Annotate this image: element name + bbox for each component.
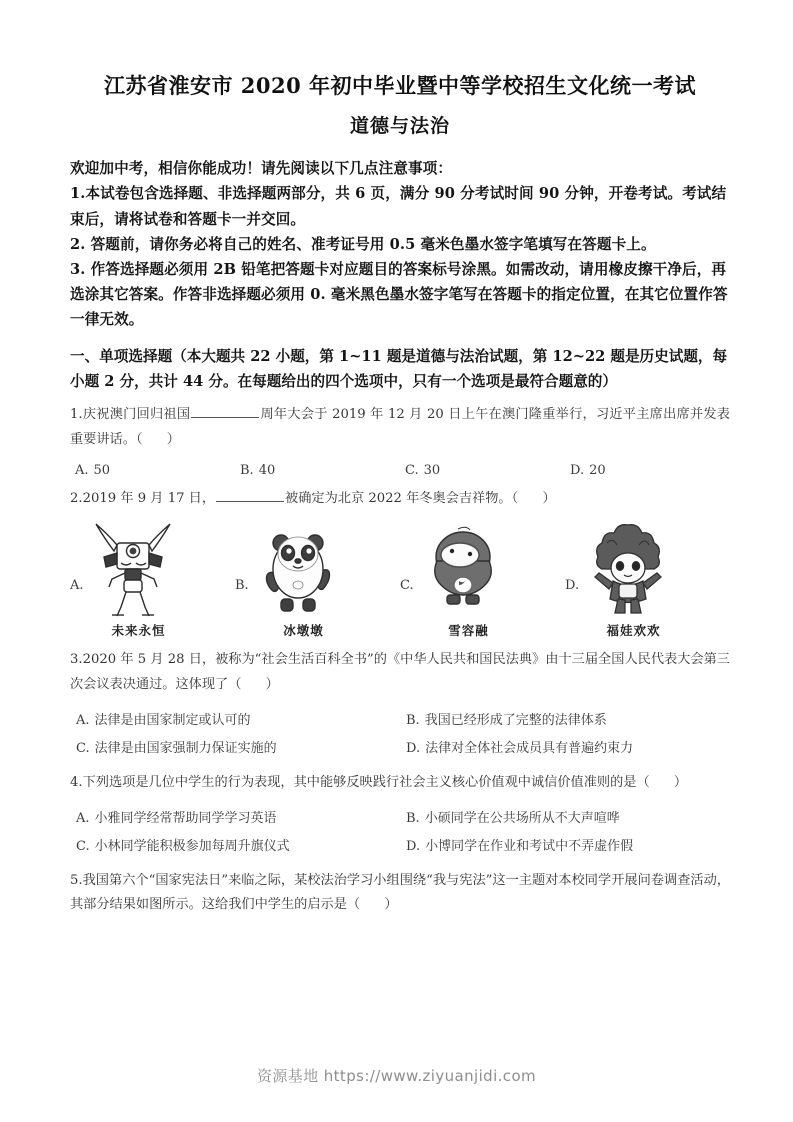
question-1-stem — [70, 403, 730, 452]
option-letter: C. — [400, 578, 414, 594]
option-2-b[interactable] — [235, 519, 400, 619]
question-1-stem-part1: 庆祝澳门回归祖国 — [82, 407, 191, 423]
question-2-options — [70, 519, 730, 619]
option-text: 30 — [423, 463, 441, 479]
page-subtitle: 道德与法治 — [349, 115, 450, 138]
question-5-answer-paren: ） — [384, 897, 398, 913]
option-letter: D. — [565, 578, 580, 594]
option-3-b[interactable] — [400, 707, 730, 734]
option-text: 法律是由国家强制力保证实施的 — [94, 740, 277, 756]
option-row — [70, 805, 730, 832]
mascot-caption-d: 福娃欢欢 — [606, 623, 661, 639]
option-letter: C. — [76, 838, 90, 854]
option-row — [70, 707, 730, 734]
page-title: 江苏省淮安市 2020 年初中毕业暨中等学校招生文化统一考试 — [103, 73, 697, 98]
mascot-shuey-rhon-rhon-icon — [420, 521, 506, 619]
option-letter: D. — [406, 740, 421, 756]
option-letter: C. — [76, 740, 90, 756]
option-text: 小博同学在作业和考试中不弄虚作假 — [425, 838, 634, 854]
mascot-caption-c: 雪容融 — [448, 623, 489, 639]
option-2-a[interactable] — [70, 519, 235, 619]
question-4-stem — [70, 771, 730, 795]
mascot-bing-dwen-dwen-icon — [255, 521, 341, 619]
option-text: 50 — [93, 463, 111, 479]
option-row — [70, 833, 730, 860]
instruction-item-2: 2. 答题前，请你务必将自己的姓名、准考证号用 0.5 毫米色墨水签字笔填写在答题卡上。 — [70, 235, 656, 253]
option-3-a[interactable] — [70, 707, 400, 734]
option-letter: B. — [235, 578, 249, 594]
question-4 — [70, 771, 730, 860]
option-2-c[interactable] — [400, 519, 565, 619]
question-2-stem — [70, 487, 730, 511]
option-1-b[interactable] — [235, 463, 400, 478]
question-4-number: 4. — [70, 774, 83, 790]
section-heading-multiple-choice: 一、单项选择题（本大题共 22 小题，第 1~11 题是道德与法治试题，第 12~22 题是历史试题，每小题 2 分，共计 44 分。在每题给出的四个选项中，只有一个选项是最符合题意的） — [70, 348, 728, 391]
instructions-block — [70, 156, 730, 332]
option-text: 40 — [258, 463, 276, 479]
option-4-c[interactable] — [70, 833, 400, 860]
question-3 — [70, 648, 730, 761]
question-1-number: 1. — [70, 407, 83, 423]
question-2-answer-paren: ） — [542, 491, 556, 507]
option-letter: D. — [570, 463, 585, 479]
mascot-miraitowa-icon — [90, 521, 176, 619]
option-letter: B. — [406, 713, 420, 729]
question-4-stem-text: 下列选项是几位中学生的行为表现，其中能够反映践行社会主义核心价值观中诚信价值准则的是（ — [82, 774, 650, 790]
option-4-d[interactable] — [400, 833, 730, 860]
question-2 — [70, 487, 730, 639]
option-1-a[interactable] — [70, 463, 235, 478]
option-text: 我国已经形成了完整的法律体系 — [424, 713, 607, 729]
mascot-caption-b: 冰墩墩 — [283, 623, 324, 639]
option-4-b[interactable] — [400, 805, 730, 832]
option-row — [70, 735, 730, 762]
mascot-fuwa-huanhuan-icon — [585, 521, 671, 619]
question-5-stem-text: 我国第六个“国家宪法日”来临之际，某校法治学习小组围绕“我与宪法”这一主题对本校同学开展问卷调查活动，其部分结果如图所示。这给我们中学生的启示是（ — [70, 872, 730, 913]
question-2-stem-part1: 2019 年 9 月 17 日， — [82, 491, 216, 507]
option-letter: B. — [406, 811, 420, 827]
question-3-number: 3. — [70, 652, 83, 668]
question-5-number: 5. — [70, 872, 83, 888]
option-text: 法律对全体社会成员具有普遍约束力 — [425, 740, 634, 756]
mascot-captions — [70, 621, 730, 639]
question-3-answer-paren: ） — [265, 676, 279, 692]
option-letter: A. — [75, 463, 89, 479]
option-2-d[interactable] — [565, 519, 730, 619]
option-letter: A. — [76, 713, 90, 729]
option-4-a[interactable] — [70, 805, 400, 832]
option-text: 小硕同学在公共场所从不大声喧哗 — [424, 811, 620, 827]
instruction-greeting: 欢迎加中考，相信你能成功！请先阅读以下几点注意事项： — [70, 160, 453, 178]
question-3-options — [70, 707, 730, 762]
page-content — [70, 0, 730, 918]
question-1-answer-paren: ） — [166, 431, 180, 447]
question-5-stem — [70, 869, 730, 918]
option-text: 法律是由国家制定或认可的 — [94, 713, 251, 729]
option-text: 20 — [589, 463, 606, 479]
option-letter: C. — [405, 463, 419, 479]
option-1-c[interactable] — [400, 463, 565, 478]
mascot-caption-a: 未来永恒 — [111, 623, 166, 639]
option-1-d[interactable] — [565, 463, 730, 478]
question-4-options — [70, 805, 730, 860]
option-3-c[interactable] — [70, 735, 400, 762]
question-1-stem-part2: 周年大会于 2019 年 12 月 20 日上午在澳门隆重举行，习近平主席出席并发表重要讲话。（ — [70, 407, 730, 447]
fill-blank — [216, 490, 284, 502]
option-letter: D. — [406, 838, 421, 854]
question-3-stem-text: 2020 年 5 月 28 日，被称为“社会生活百科全书”的《中华人民共和国民法典》由十三届全国人民代表大会第三次会议表决通过。这体现了（ — [70, 652, 730, 692]
option-text: 小林同学能积极参加每周升旗仪式 — [94, 838, 290, 854]
question-2-number: 2. — [70, 491, 83, 507]
question-2-stem-part2: 被确定为北京 2022 年冬奥会吉祥物。（ — [285, 491, 519, 507]
watermark: 资源基地 https://www.ziyuanjidi.com — [256, 1067, 537, 1085]
option-letter: B. — [240, 463, 254, 479]
option-text: 小雅同学经常帮助同学学习英语 — [94, 811, 277, 827]
question-1 — [70, 403, 730, 478]
question-3-stem — [70, 648, 730, 697]
fill-blank — [191, 406, 259, 418]
question-5 — [70, 869, 730, 918]
instruction-item-1: 1.本试卷包含选择题、非选择题两部分，共 6 页，满分 90 分考试时间 90 分钟，开卷考试。考试结束后，请将试卷和答题卡一并交回。 — [70, 185, 727, 228]
question-1-options — [70, 463, 730, 478]
question-4-answer-paren: ） — [673, 774, 688, 790]
option-letter: A. — [76, 811, 90, 827]
option-3-d[interactable] — [400, 735, 730, 762]
instruction-item-3: 3. 作答选择题必须用 2B 铅笔把答题卡对应题目的答案标号涂黑。如需改动，请用橡皮擦干净后，再选涂其它答案。作答非选择题必须用 0. 毫米黑色墨水签字笔写在答题卡的指定位置，在其它位置作答一律无效。 — [70, 260, 728, 328]
option-letter: A. — [70, 578, 84, 594]
